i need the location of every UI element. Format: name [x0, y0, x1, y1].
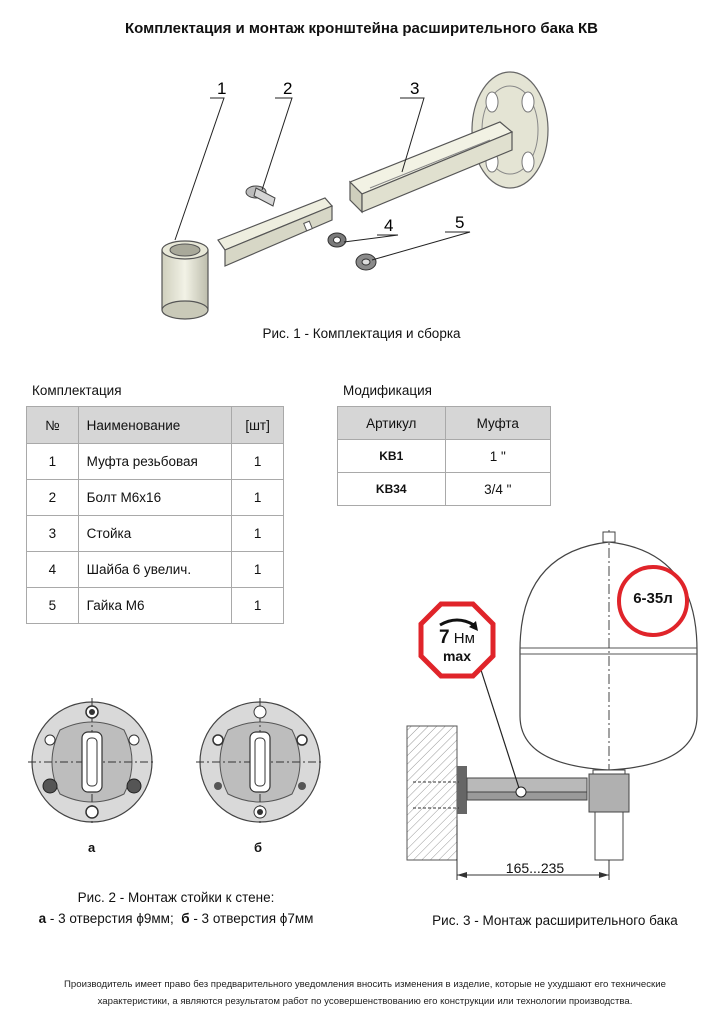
- kit-col-qty: [шт]: [232, 407, 284, 444]
- nut: [356, 254, 376, 270]
- mod-cell-muf: 1 ": [445, 440, 550, 473]
- torque-value: 7: [439, 627, 450, 648]
- torque-leader: [481, 670, 519, 788]
- kit-cell-no: 3: [27, 516, 79, 552]
- dimension-text: 165...235: [505, 860, 565, 876]
- callout-3: 3: [410, 79, 420, 98]
- kit-cell-qty: 1: [232, 444, 284, 480]
- fig3-caption: Рис. 3 - Монтаж расширительного бака: [432, 913, 678, 928]
- mod-cell-art: KB1: [338, 440, 446, 473]
- fig2-label-a: а: [88, 840, 96, 855]
- mod-col-muf: Муфта: [445, 407, 550, 440]
- table-row: [27, 480, 284, 516]
- socket-arm: [162, 198, 332, 319]
- fig1-caption: Рис. 1 - Комплектация и сборка: [262, 326, 461, 341]
- table-row: [338, 440, 551, 473]
- kit-cell-no: 4: [27, 552, 79, 588]
- torque-max: max: [442, 648, 472, 664]
- wall: [407, 726, 457, 860]
- mod-col-art: Артикул: [338, 407, 446, 440]
- volume-badge: [617, 565, 689, 637]
- torque-unit: Нм: [453, 630, 475, 647]
- kit-cell-no: 5: [27, 588, 79, 624]
- kit-col-name: Наименование: [78, 407, 232, 444]
- kit-cell-name: Гайка М6: [78, 588, 232, 624]
- table-row: [27, 444, 284, 480]
- fig2-caption-a-key: а: [38, 911, 47, 926]
- bolt: [246, 186, 275, 206]
- mod-table: [337, 406, 551, 506]
- kit-cell-qty: 1: [232, 588, 284, 624]
- fig2-caption-line1: Рис. 2 - Монтаж стойки к стене:: [77, 890, 275, 905]
- callout-1: 1: [217, 79, 227, 98]
- kit-cell-qty: 1: [232, 480, 284, 516]
- callout-5: 5: [455, 213, 465, 232]
- torque-value-line: [418, 629, 496, 647]
- fig2-caption-b-key: б: [181, 911, 190, 926]
- kit-cell-no: 2: [27, 480, 79, 516]
- fig2-label-b: б: [254, 840, 263, 855]
- fig2-caption-b-text: - 3 отверстия ϕ7мм: [189, 911, 314, 926]
- fig2-caption-line2: [0, 911, 352, 926]
- kit-col-no: №: [27, 407, 79, 444]
- mod-header-row: [338, 407, 551, 440]
- kit-cell-qty: 1: [232, 516, 284, 552]
- table-row: [27, 588, 284, 624]
- fig2-caption-a-text: - 3 отверстия ϕ9мм;: [46, 911, 174, 926]
- kit-cell-name: Муфта резьбовая: [78, 444, 232, 480]
- mod-cell-art: KB34: [338, 473, 446, 506]
- fig2-plate-b: [188, 690, 333, 835]
- table-row: [27, 516, 284, 552]
- kit-heading: Комплектация: [32, 383, 122, 398]
- fig1-assembly-drawing: [140, 70, 580, 330]
- torque-sign: [418, 601, 496, 679]
- page-title: Комплектация и монтаж кронштейна расширительного бака КВ: [125, 20, 598, 37]
- washer: [328, 233, 346, 247]
- kit-cell-name: Болт М6х16: [78, 480, 232, 516]
- volume-text: 6-35л: [633, 590, 673, 607]
- table-row: [27, 552, 284, 588]
- fig2-plate-a: [20, 690, 165, 835]
- kit-header-row: [27, 407, 284, 444]
- mod-heading: Модификация: [343, 383, 432, 398]
- footer-disclaimer: Производитель имеет право без предварительного уведомления вносить изменения в изделие, которые не ухудшают его технические характеристики, а являются результатом работ по усовершенствованию его конструкции или технологии производства.: [64, 979, 666, 1007]
- mod-cell-muf: 3/4 ": [445, 473, 550, 506]
- callout-4: 4: [384, 216, 394, 235]
- kit-cell-qty: 1: [232, 552, 284, 588]
- kit-cell-name: Стойка: [78, 516, 232, 552]
- table-row: [338, 473, 551, 506]
- callout-2: 2: [283, 79, 293, 98]
- kit-cell-no: 1: [27, 444, 79, 480]
- kit-cell-name: Шайба 6 увелич.: [78, 552, 232, 588]
- kit-table: [26, 406, 284, 624]
